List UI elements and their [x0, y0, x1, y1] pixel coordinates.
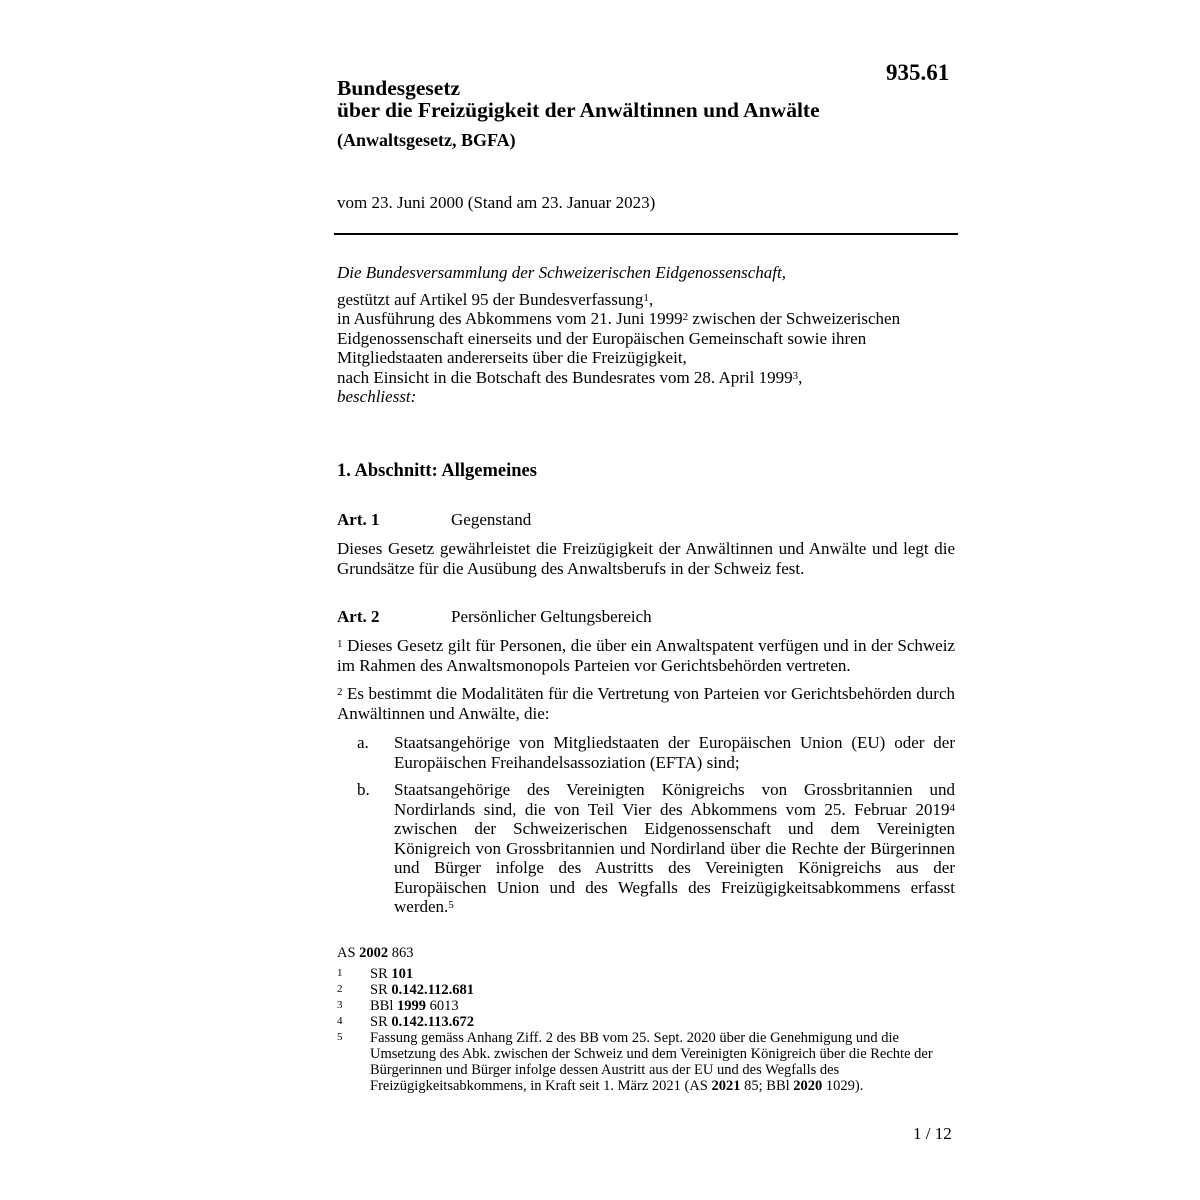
- article-2-list: [337, 733, 955, 925]
- footnote: 4 SR 0.142.113.672: [337, 1014, 474, 1030]
- law-short-title: (Anwaltsgesetz, BGFA): [337, 130, 516, 150]
- list-item: b. Staatsangehörige des Vereinigten Königreichs von Grossbritannien und Nordirlands sind, die von Teil Vier des Abkommens vom 25. Februar 2019$^4$ zwischen der Schweizerischen Eidgenossenschaft und dem Vereinigten Königreich von Grossbritannien und Nordirland über die Rechte der Bürgerinnen und Bürger infolge des Austritts des Vereinigten Königreichs aus der Europäischen Union und des Wegfalls des Freizügigkeitsabkommens erfasst werden.$^5$: [357, 780, 955, 916]
- footnote: 5 Fassung gemäss Anhang Ziff. 2 des BB vom 25. Sept. 2020 über die Genehmigung und die Umsetzung des Abk. zwischen der Schweiz und dem Vereinigten Königreich über die Rechte der Bürgerinnen und Bürger infolge dessen Austritt aus der EU und des Wegfalls des Freizügigkeitsabkommens, in Kraft seit 1. März 2021 (AS 2021 85; BBl 2020 1029).: [337, 1030, 933, 1094]
- enacting-body: Die Bundesversammlung der Schweizerischen Eidgenossenschaft,: [337, 263, 786, 282]
- article-2-paragraph-2: $^2$ Es bestimmt die Modalitäten für die Vertretung von Parteien vor Gerichtsbehörden durch Anwältinnen und Anwälte, die:: [337, 684, 955, 723]
- preamble: [337, 263, 957, 407]
- article-2-heading: [337, 607, 652, 627]
- footnote-ref[interactable]: 5: [448, 899, 454, 911]
- article-number: Art. 1: [337, 510, 380, 529]
- footnote: 2 SR 0.142.112.681: [337, 982, 474, 998]
- list-item: a. Staatsangehörige von Mitgliedstaaten der Europäischen Union (EU) oder der Europäischen Freihandelsassoziation (EFTA) sind;: [357, 733, 955, 772]
- law-subtitle: über die Freizügigkeit der Anwältinnen und Anwälte: [337, 98, 820, 122]
- law-title: Bundesgesetz: [337, 76, 461, 100]
- header-divider: [334, 233, 958, 235]
- decides: beschliesst:: [337, 387, 417, 406]
- preamble-execution: in Ausführung des Abkommens vom 21. Juni 1999$^2$ zwischen der Schweizerischen Eidgenossenschaft einerseits und der Europäischen Gemeinschaft sowie ihren Mitgliedstaaten andererseits über die Freizügigkeit,: [337, 309, 901, 367]
- footnote-ref[interactable]: 2: [682, 311, 689, 323]
- preamble-basis: gestützt auf Artikel 95 der Bundesverfassung$^1$,: [337, 289, 654, 309]
- footnote-ref[interactable]: 4: [949, 801, 955, 814]
- section-title: 1. Abschnitt: Allgemeines: [337, 461, 537, 481]
- preamble-message: nach Einsicht in die Botschaft des Bundesrates vom 28. April 1999$^3$,: [337, 367, 803, 387]
- article-number: Art. 2: [337, 607, 380, 626]
- article-2-paragraph-1: $^1$ Dieses Gesetz gilt für Personen, die über ein Anwaltspatent verfügen und in der Schweiz im Rahmen des Anwaltsmonopols Parteien vor Gerichtsbehörden vertreten.: [337, 636, 955, 675]
- footnote: 3 BBl 1999 6013: [337, 998, 459, 1014]
- article-title: Gegenstand: [451, 510, 532, 529]
- article-title: Persönlicher Geltungsbereich: [451, 607, 652, 626]
- footnote-ref[interactable]: 3: [792, 369, 799, 382]
- law-date: vom 23. Juni 2000 (Stand am 23. Januar 2023): [337, 193, 656, 212]
- article-1-text: Dieses Gesetz gewährleistet die Freizügigkeit der Anwältinnen und Anwälte und legt die Grundsätze für die Ausübung des Anwaltsberufs in der Schweiz fest.: [337, 539, 955, 578]
- footnotes: [337, 966, 957, 1094]
- page-number: 1 / 12: [913, 1124, 952, 1143]
- footnote-ref[interactable]: 1: [643, 291, 649, 304]
- sr-number: 935.61: [886, 60, 950, 85]
- article-1-heading: [337, 510, 531, 530]
- footnote: 1 SR 101: [337, 966, 414, 982]
- official-compilation-ref: AS 2002 863: [337, 945, 414, 961]
